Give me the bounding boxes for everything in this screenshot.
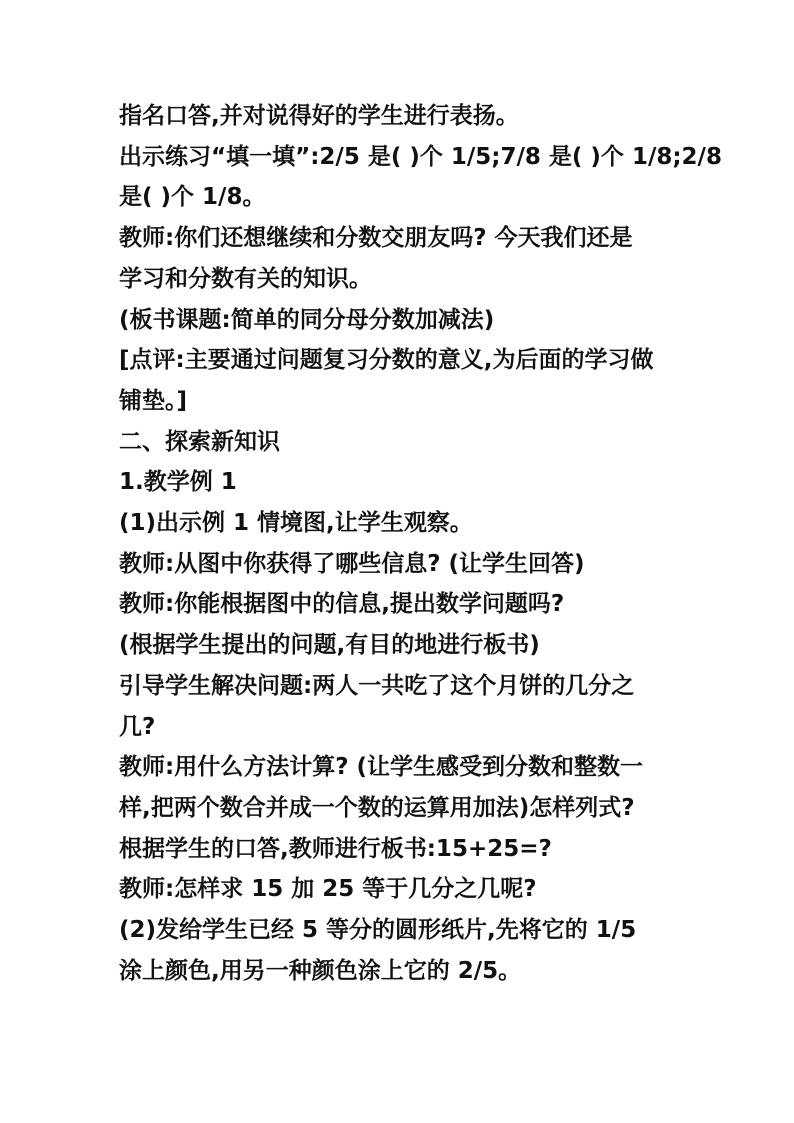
text-line: [点评:主要通过问题复习分数的意义,为后面的学习做	[119, 347, 654, 374]
text-line: 出示练习“填一填”:2/5 是( )个 1/5;7/8 是( )个 1/8;2/8	[119, 143, 722, 170]
text-line: (板书课题:简单的同分母分数加减法)	[119, 306, 495, 333]
text-line: 引导学生解决问题:两人一共吃了这个月饼的几分之	[119, 672, 635, 699]
text-line: 教师:你能根据图中的信息,提出数学问题吗?	[119, 591, 565, 618]
subsection-heading: 1.教学例 1	[119, 469, 237, 496]
text-line: 教师:用什么方法计算? (让学生感受到分数和整数一	[119, 754, 644, 781]
text-line: (1)出示例 1 情境图,让学生观察。	[119, 510, 473, 537]
text-line: (根据学生提出的问题,有目的地进行板书)	[119, 632, 540, 659]
text-line: 样,把两个数合并成一个数的运算用加法)怎样列式?	[119, 794, 635, 821]
document-body	[119, 96, 722, 991]
text-line: (2)发给学生已经 5 等分的圆形纸片,先将它的 1/5	[119, 917, 637, 944]
text-line: 学习和分数有关的知识。	[119, 265, 372, 292]
text-line: 教师:怎样求 15 加 25 等于几分之几呢?	[119, 876, 537, 903]
text-line: 铺垫。]	[119, 387, 188, 414]
text-line: 教师:你们还想继续和分数交朋友吗? 今天我们还是	[119, 225, 633, 252]
text-line: 指名口答,并对说得好的学生进行表扬。	[119, 103, 519, 129]
text-line: 教师:从图中你获得了哪些信息? (让学生回答)	[119, 550, 585, 577]
section-heading: 二、探索新知识	[119, 428, 280, 455]
text-line: 涂上颜色,用另一种颜色涂上它的 2/5。	[119, 957, 522, 984]
text-line: 几?	[119, 713, 156, 740]
text-line: 根据学生的口答,教师进行板书:15+25=?	[119, 835, 552, 862]
text-line: 是( )个 1/8。	[119, 184, 266, 211]
